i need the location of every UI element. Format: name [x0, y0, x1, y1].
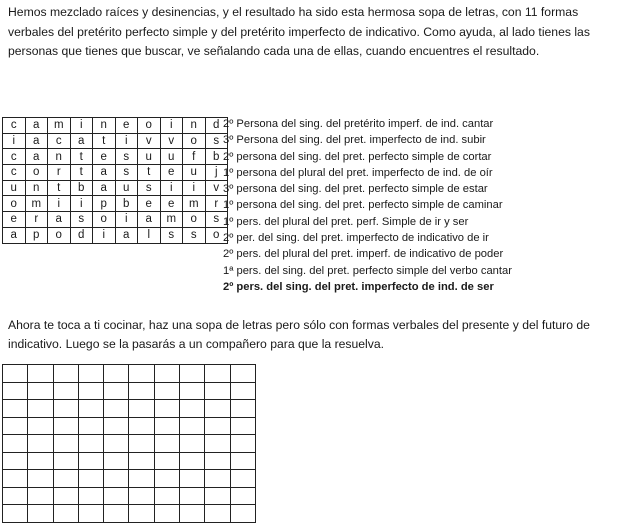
grid-cell: u	[183, 165, 206, 181]
empty-grid-cell[interactable]	[28, 487, 53, 505]
empty-grid-cell[interactable]	[129, 365, 154, 383]
grid-cell: a	[115, 227, 138, 243]
empty-grid-cell[interactable]	[53, 417, 78, 435]
empty-grid-cell[interactable]	[3, 470, 28, 488]
grid-cell: f	[183, 149, 206, 165]
grid-row	[3, 165, 228, 181]
grid-cell: e	[115, 118, 138, 134]
empty-grid-cell[interactable]	[78, 452, 103, 470]
grid-cell: a	[25, 133, 48, 149]
grid-cell: c	[48, 133, 71, 149]
empty-grid-cell[interactable]	[104, 417, 129, 435]
empty-grid-cell[interactable]	[205, 400, 230, 418]
grid-cell: b	[70, 180, 93, 196]
grid-cell: c	[3, 165, 26, 181]
empty-grid-cell[interactable]	[129, 382, 154, 400]
grid-cell: t	[70, 165, 93, 181]
grid-cell: u	[3, 180, 26, 196]
empty-grid-cell[interactable]	[78, 470, 103, 488]
empty-grid-cell[interactable]	[180, 487, 205, 505]
grid-cell: t	[70, 149, 93, 165]
empty-grid-row	[3, 400, 256, 418]
empty-grid-cell[interactable]	[205, 417, 230, 435]
grid-cell: o	[183, 212, 206, 228]
task-paragraph: Ahora te toca a ti cocinar, haz una sopa de letras pero sólo con formas verbales del presente y del futuro de indicativo. Luego se la pasarás a un compañero para que la resuelva.	[8, 318, 590, 351]
grid-cell: r	[205, 196, 228, 212]
grid-cell: r	[25, 212, 48, 228]
empty-grid-cell[interactable]	[180, 417, 205, 435]
grid-cell: n	[93, 118, 116, 134]
grid-cell: a	[138, 212, 161, 228]
grid-cell: c	[3, 149, 26, 165]
grid-cell: j	[205, 165, 228, 181]
grid-cell: a	[93, 180, 116, 196]
grid-cell: m	[48, 118, 71, 134]
empty-grid-cell[interactable]	[3, 505, 28, 523]
empty-grid-row	[3, 435, 256, 453]
empty-grid-cell[interactable]	[53, 487, 78, 505]
clue-item: 3º persona del sing. del pret. perfecto simple de estar	[223, 183, 488, 196]
grid-cell: e	[138, 196, 161, 212]
grid-cell: m	[160, 212, 183, 228]
grid-cell: a	[70, 133, 93, 149]
grid-cell: t	[48, 180, 71, 196]
empty-grid-cell[interactable]	[230, 435, 255, 453]
grid-cell: o	[93, 212, 116, 228]
empty-grid-cell[interactable]	[53, 382, 78, 400]
grid-cell: e	[93, 149, 116, 165]
empty-grid-row	[3, 452, 256, 470]
empty-grid-row	[3, 382, 256, 400]
empty-grid-cell[interactable]	[154, 487, 179, 505]
intro-paragraph: Hemos mezclado raíces y desinencias, y el resultado ha sido esta hermosa sopa de letras, con 11 formas verbales del pretérito perfecto simple y del pretérito imperfecto de indicativo. Como ayuda, al lado tienes las personas que tienes que buscar, ve señalando cada una de ellas, cuando encuentres el resultado.	[8, 5, 590, 58]
empty-grid-cell[interactable]	[129, 417, 154, 435]
grid-cell: a	[25, 149, 48, 165]
grid-row	[3, 196, 228, 212]
grid-cell: m	[25, 196, 48, 212]
grid-cell: i	[115, 212, 138, 228]
grid-cell: u	[160, 149, 183, 165]
grid-cell: e	[160, 165, 183, 181]
clue-item: 1ª pers. del sing. del pret. perfecto simple del verbo cantar	[223, 264, 512, 277]
empty-grid-cell[interactable]	[205, 487, 230, 505]
grid-cell: a	[93, 165, 116, 181]
grid-cell: o	[25, 165, 48, 181]
grid-row	[3, 212, 228, 228]
clue-item: 2º persona del sing. del pret. perfecto simple de cortar	[223, 150, 492, 163]
grid-cell: e	[160, 196, 183, 212]
clue-item: 1º pers. del plural del pret. perf. Simple de ir y ser	[223, 215, 469, 228]
empty-grid-cell[interactable]	[53, 400, 78, 418]
grid-cell: s	[70, 212, 93, 228]
empty-grid-cell[interactable]	[180, 470, 205, 488]
grid-cell: d	[70, 227, 93, 243]
empty-grid-cell[interactable]	[154, 400, 179, 418]
empty-grid-cell[interactable]	[3, 487, 28, 505]
empty-grid-cell[interactable]	[154, 417, 179, 435]
clue-item: 2º Persona del sing. del pretérito imperf. de ind. cantar	[223, 118, 494, 130]
grid-cell: o	[205, 227, 228, 243]
grid-cell: i	[160, 118, 183, 134]
grid-cell: a	[48, 212, 71, 228]
grid-cell: a	[25, 118, 48, 134]
empty-grid-cell[interactable]	[230, 470, 255, 488]
empty-grid-cell[interactable]	[104, 470, 129, 488]
empty-grid-cell[interactable]	[205, 365, 230, 383]
grid-cell: i	[183, 180, 206, 196]
grid-cell: i	[70, 118, 93, 134]
clue-item: 2º per. del sing. del pret. imperfecto de indicativo de ir	[223, 232, 489, 245]
empty-grid-row	[3, 505, 256, 523]
grid-cell: r	[48, 165, 71, 181]
empty-grid-cell[interactable]	[154, 470, 179, 488]
grid-cell: i	[160, 180, 183, 196]
grid-cell: i	[70, 196, 93, 212]
grid-cell: o	[48, 227, 71, 243]
empty-grid-cell[interactable]	[104, 435, 129, 453]
grid-cell: t	[138, 165, 161, 181]
empty-grid-cell[interactable]	[154, 452, 179, 470]
grid-cell: s	[205, 212, 228, 228]
empty-grid-cell[interactable]	[53, 470, 78, 488]
empty-grid-cell[interactable]	[154, 382, 179, 400]
empty-grid-cell[interactable]	[230, 365, 255, 383]
empty-grid-cell[interactable]	[230, 452, 255, 470]
grid-cell: i	[3, 133, 26, 149]
grid-cell: o	[3, 196, 26, 212]
clue-list	[223, 116, 512, 295]
empty-grid-cell[interactable]	[205, 470, 230, 488]
grid-row	[3, 133, 228, 149]
empty-grid-cell[interactable]	[78, 487, 103, 505]
clue-item: 1º persona del plural del pret. imperfecto de ind. de oír	[223, 166, 493, 179]
grid-cell: n	[25, 180, 48, 196]
grid-cell: d	[205, 118, 228, 134]
grid-cell: m	[183, 196, 206, 212]
grid-cell: l	[138, 227, 161, 243]
empty-grid-cell[interactable]	[78, 435, 103, 453]
empty-grid-cell[interactable]	[28, 417, 53, 435]
empty-grid-cell[interactable]	[129, 505, 154, 523]
grid-cell: n	[183, 118, 206, 134]
empty-grid-cell[interactable]	[78, 400, 103, 418]
empty-grid-cell[interactable]	[28, 470, 53, 488]
empty-grid-cell[interactable]	[53, 435, 78, 453]
empty-grid-cell[interactable]	[205, 435, 230, 453]
empty-grid-cell[interactable]	[3, 435, 28, 453]
empty-grid-cell[interactable]	[154, 365, 179, 383]
empty-grid-cell[interactable]	[205, 382, 230, 400]
empty-grid-cell[interactable]	[78, 365, 103, 383]
empty-grid-cell[interactable]	[104, 365, 129, 383]
empty-grid-cell[interactable]	[129, 470, 154, 488]
clue-item: 2º pers. del plural del pret. imperf. de indicativo de poder	[223, 248, 504, 261]
grid-cell: s	[115, 165, 138, 181]
empty-grid-row	[3, 365, 256, 383]
empty-grid-cell[interactable]	[28, 382, 53, 400]
empty-grid-cell[interactable]	[104, 400, 129, 418]
grid-cell: v	[205, 180, 228, 196]
grid-cell: i	[115, 133, 138, 149]
empty-grid-cell[interactable]	[3, 382, 28, 400]
grid-cell: v	[160, 133, 183, 149]
empty-grid-cell[interactable]	[78, 417, 103, 435]
grid-row	[3, 149, 228, 165]
empty-grid-cell[interactable]	[230, 487, 255, 505]
empty-grid-cell[interactable]	[230, 382, 255, 400]
clue-item: 3º Persona del sing. del pret. imperfecto de ind. subir	[223, 134, 486, 147]
empty-grid-cell[interactable]	[28, 505, 53, 523]
grid-cell: t	[93, 133, 116, 149]
empty-word-search-grid	[2, 364, 256, 523]
grid-row	[3, 180, 228, 196]
empty-grid-cell[interactable]	[129, 452, 154, 470]
empty-grid-cell[interactable]	[180, 452, 205, 470]
empty-grid-cell[interactable]	[129, 400, 154, 418]
empty-grid-cell[interactable]	[53, 452, 78, 470]
empty-grid-cell[interactable]	[180, 382, 205, 400]
empty-grid-row	[3, 470, 256, 488]
grid-row	[3, 118, 228, 134]
empty-grid-cell[interactable]	[230, 505, 255, 523]
grid-cell: u	[138, 149, 161, 165]
grid-row	[3, 227, 228, 243]
grid-cell: c	[3, 118, 26, 134]
empty-grid-cell[interactable]	[129, 435, 154, 453]
empty-grid-cell[interactable]	[3, 400, 28, 418]
empty-grid-cell[interactable]	[129, 487, 154, 505]
empty-grid-cell[interactable]	[53, 365, 78, 383]
empty-grid-cell[interactable]	[104, 452, 129, 470]
grid-cell: s	[138, 180, 161, 196]
empty-grid-cell[interactable]	[78, 382, 103, 400]
empty-grid-cell[interactable]	[28, 435, 53, 453]
empty-grid-cell[interactable]	[230, 400, 255, 418]
empty-grid-cell[interactable]	[3, 417, 28, 435]
grid-cell: o	[138, 118, 161, 134]
empty-grid-cell[interactable]	[78, 505, 103, 523]
grid-cell: u	[115, 180, 138, 196]
clue-item: 1º persona del sing. del pret. perfecto simple de caminar	[223, 199, 503, 212]
empty-grid-cell[interactable]	[205, 452, 230, 470]
empty-grid-cell[interactable]	[28, 452, 53, 470]
empty-grid-cell[interactable]	[28, 365, 53, 383]
grid-cell: o	[183, 133, 206, 149]
empty-grid-cell[interactable]	[180, 505, 205, 523]
empty-grid-cell[interactable]	[104, 487, 129, 505]
empty-grid-cell[interactable]	[3, 452, 28, 470]
empty-grid-cell[interactable]	[53, 505, 78, 523]
grid-cell: s	[205, 133, 228, 149]
empty-grid-cell[interactable]	[230, 417, 255, 435]
grid-cell: s	[183, 227, 206, 243]
empty-grid-cell[interactable]	[154, 435, 179, 453]
empty-grid-cell[interactable]	[180, 365, 205, 383]
word-search-grid	[2, 117, 228, 244]
empty-grid-cell[interactable]	[205, 505, 230, 523]
empty-grid-cell[interactable]	[104, 382, 129, 400]
empty-grid-cell[interactable]	[180, 435, 205, 453]
grid-cell: n	[48, 149, 71, 165]
empty-grid-cell[interactable]	[28, 400, 53, 418]
empty-grid-cell[interactable]	[3, 365, 28, 383]
grid-cell: v	[138, 133, 161, 149]
empty-grid-cell[interactable]	[154, 505, 179, 523]
empty-grid-row	[3, 487, 256, 505]
grid-cell: s	[160, 227, 183, 243]
grid-cell: b	[115, 196, 138, 212]
grid-cell: b	[205, 149, 228, 165]
grid-cell: e	[3, 212, 26, 228]
grid-cell: s	[115, 149, 138, 165]
empty-grid-cell[interactable]	[104, 505, 129, 523]
empty-grid-cell[interactable]	[180, 400, 205, 418]
empty-grid-row	[3, 417, 256, 435]
grid-cell: p	[93, 196, 116, 212]
grid-cell: i	[93, 227, 116, 243]
grid-cell: p	[25, 227, 48, 243]
grid-cell: i	[48, 196, 71, 212]
clue-item: 2º pers. del sing. del pret. imperfecto de ind. de ser	[223, 280, 494, 293]
grid-cell: a	[3, 227, 26, 243]
